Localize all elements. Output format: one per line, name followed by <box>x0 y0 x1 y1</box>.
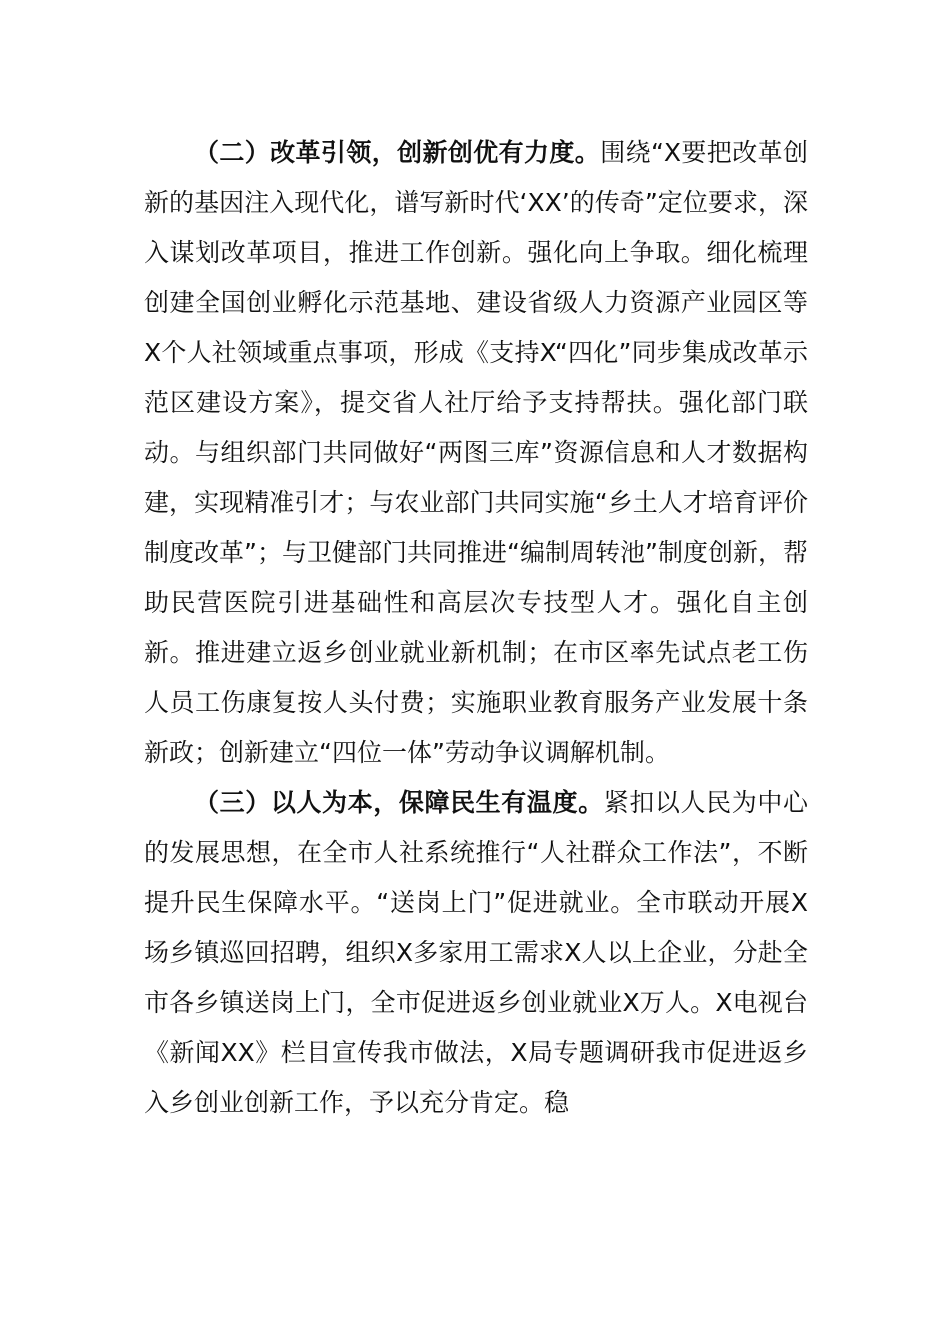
paragraph-reform <box>144 128 808 778</box>
document-body <box>144 128 808 1128</box>
paragraph-heading: （三）以人为本，保障民生有温度。 <box>194 788 604 817</box>
paragraph-text: 紧扣以人民为中心的发展思想，在全市人社系统推行“人社群众工作法”，不断提升民生保障水平。“送岗上门”促进就业。全市联动开展X场乡镇巡回招聘，组织X多家用工需求X人以上企业，分赴全市各乡镇送岗上门，全市促进返乡创业就业X万人。X电视台《新闻XX》栏目宣传我市做法，X局专题调研我市促进返乡入乡创业创新工作，予以充分肯定。稳 <box>144 788 808 1117</box>
paragraph-heading: （二）改革引领，创新创优有力度。 <box>194 138 601 167</box>
paragraph-text: 围绕“X要把改革创新的基因注入现代化，谱写新时代‘XX’的传奇”定位要求，深入谋划改革项目，推进工作创新。强化向上争取。细化梳理创建全国创业孵化示范基地、建设省级人力资源产业园区等X个人社领域重点事项，形成《支持X“四化”同步集成改革示范区建设方案》，提交省人社厅给予支持帮扶。强化部门联动。与组织部门共同做好“两图三库”资源信息和人才数据构建，实现精准引才；与农业部门共同实施“乡土人才培育评价制度改革”；与卫健部门共同推进“编制周转池”制度创新，帮助民营医院引进基础性和高层次专技型人才。强化自主创新。推进建立返乡创业就业新机制；在市区率先试点老工伤人员工伤康复按人头付费；实施职业教育服务产业发展十条新政；创新建立“四位一体”劳动争议调解机制。 <box>144 138 808 767</box>
paragraph-livelihood <box>144 778 808 1128</box>
